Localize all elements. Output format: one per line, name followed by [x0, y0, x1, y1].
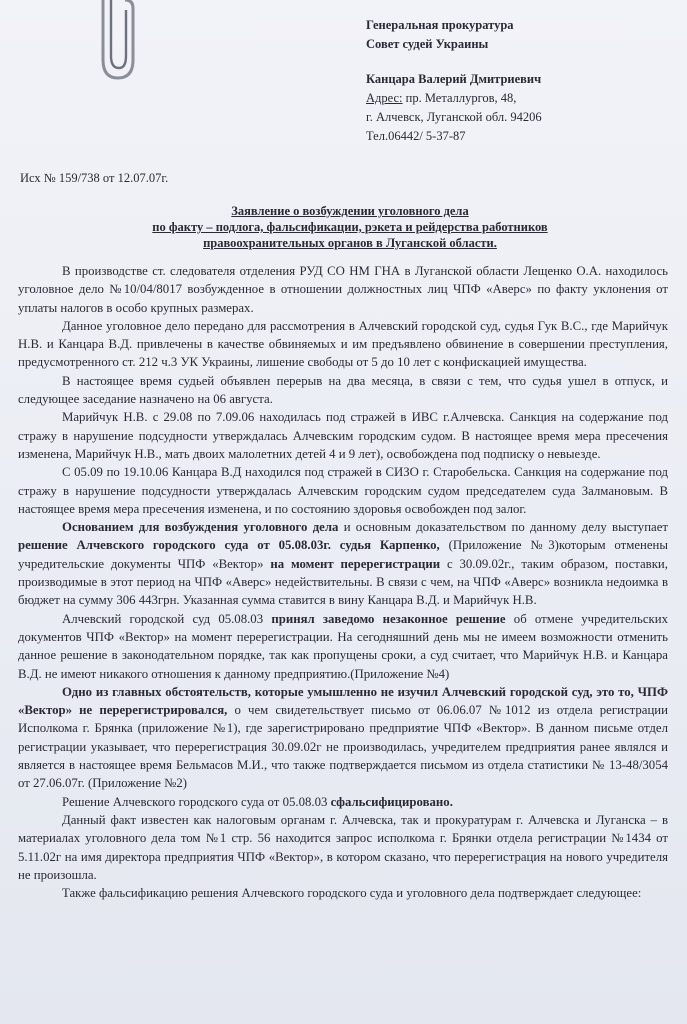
paragraph-3: В настоящее время судьей объявлен перерыв на два месяца, в связи с тем, что судья ушел в отпуск, и следующее заседание назначено на 06 августа.	[18, 373, 668, 407]
sender-name: Канцара Валерий Дмитриевич	[366, 72, 542, 86]
paperclip-icon	[95, 0, 141, 86]
document-title	[70, 203, 630, 251]
p7-bold-1: принял заведомо незаконное решение	[271, 611, 506, 626]
addressee-block	[366, 16, 666, 146]
paragraph-9	[18, 793, 668, 811]
p6-bold-2: решение Алчевского городского суда от 05.08.03г. судья Карпенко,	[18, 538, 440, 553]
addressee-line-1: Генеральная прокуратура	[366, 18, 514, 32]
paragraph-2: Данное уголовное дело передано для рассмотрения в Алчевский городской суд, судья Гук В.С., где Марийчук Н.В. и Канцара В.Д. привлечены в качестве обвиняемых и им предъявлено обвинение в совершении преступления, предусмотренного ст. 212 ч.3 УК Украины, лишение свободы от 5 до 10 лет с конфискацией имущества.	[18, 318, 668, 370]
paragraph-8	[18, 683, 668, 793]
paragraph-7	[18, 610, 668, 683]
p6-text-3: с 30.09.02г., таким образом, поставки, производимые в этот период на ЧПФ «Аверс» недействительны. В связи с чем, на ЧПФ «Аверс» возникла недоимка в бюджет на сумму 306 443грн. Указанная сумма ставится в вину Канцара В.Д. и Марийчук Н.В.	[18, 556, 668, 608]
p7-text-1: Алчевский городской суд 05.08.03	[62, 611, 272, 626]
p6-bold-1: Основанием для возбуждения уголовного дела	[62, 520, 339, 535]
p9-text-1: Решение Алчевского городского суда от 05.08.03	[62, 794, 331, 809]
reference-number: Исх № 159/738 от 12.07.07г.	[20, 171, 169, 185]
paragraph-1: В производстве ст. следователя отделения РУД СО НМ ГНА в Луганской области Лещенко О.А. находилось уголовное дело №10/04/8017 возбужденное в отношении должностных лиц ЧПФ «Аверс» по факту уклонения от уплаты налогов в особо крупных размерах.	[18, 264, 668, 315]
address-street: пр. Металлургов, 48,	[405, 91, 517, 105]
title-line-3: правоохранительных органов в Луганской области.	[203, 236, 497, 250]
document-body	[18, 262, 668, 902]
p6-text-1: и основным доказательством по данному делу выступает	[338, 520, 669, 535]
sender-address-line-1	[366, 89, 666, 108]
address-label: Адрес:	[366, 91, 403, 105]
paragraph-5: С 05.09 по 19.10.06 Канцара В.Д находился под стражей в СИЗО г. Старобельска. Санкция на содержание под стражу в нарушение подсудности утверждалась Алчевским городским судом председателем суда Залмановым. В настоящее время мера пресечения изменена, и по состоянию здоровья освобожден под залог.	[18, 465, 668, 516]
p8-bold-1: Одно из главных обстоятельств, которые умышленно не изучил Алчевский городской суд, это то, ЧПФ «Вектор» не перерегистрировался,	[18, 684, 668, 718]
sender-address-line-2: г. Алчевск, Луганской обл. 94206	[366, 110, 542, 124]
title-line-1: Заявление о возбуждении уголовного дела	[231, 204, 469, 218]
paragraph-10: Данный факт известен как налоговым органам г. Алчевска, так и прокуратурам г. Алчевска и Луганска – в материалах уголовного дела том №1 стр. 56 находится запрос исполкома г. Брянки отдела регистрации №1434 от 5.11.02г на имя директора предприятия ЧПФ «Вектор», в котором сказано, что перерегистрация на нового учредителя не произошла.	[18, 812, 668, 882]
paragraph-4: Марийчук Н.В. с 29.08 по 7.09.06 находилась под стражей в ИВС г.Алчевска. Санкция на содержание под стражу в нарушение подсудности утверждалась Алчевским городским судом. В настоящее время мера пресечения изменена, Марийчук Н.В., мать двоих малолетних детей 4 и 9 лет), освобождена под подписку о невыезде.	[18, 410, 668, 461]
p8-text-1: о чем свидетельствует письмо от 06.06.07 №1012 из отдела регистрации Исполкома г. Брянка (приложение №1), где зарегистрировано предприятие ЧПФ «Вектор». В данном письме отдел регистрации указывает, что перерегистрация 30.09.02г не производилась, учредителем предприятия ранее являлся и является в настоящее время Бельмасов М.И., что также подтверждается письмом из отдела статистики № 13-48/3054 от 27.06.07г. (Приложение №2)	[18, 703, 668, 791]
p6-bold-3: на момент перерегистрации	[270, 556, 441, 571]
paragraph-6	[18, 518, 668, 609]
p6-text-2: (Приложение №3)которым отменены учредительские документы ЧПФ «Вектор»	[18, 538, 669, 571]
addressee-line-2: Совет судей Украины	[366, 37, 489, 51]
p7-text-2: об отмене учредительских документов ЧПФ «Вектор» на момент перерегистрации. На сегодняшний день мы не имеем возможности отменить данное решение в законодательном порядке, так как пропущены сроки, а суд считает, что Марийчук Н.В. и Канцара В.Д. не имеют никакого отношения к данному предприятию.(Приложение №4)	[18, 611, 668, 681]
p9-bold-1: сфальсифицировано.	[330, 794, 453, 809]
paragraph-11: Также фальсификацию решения Алчевского городского суда и уголовного дела подтверждает следующее:	[62, 886, 642, 901]
title-line-2: по факту – подлога, фальсификации, рэкета и рейдерства работников	[152, 220, 548, 234]
sender-phone: Тел.06442/ 5-37-87	[366, 129, 466, 143]
